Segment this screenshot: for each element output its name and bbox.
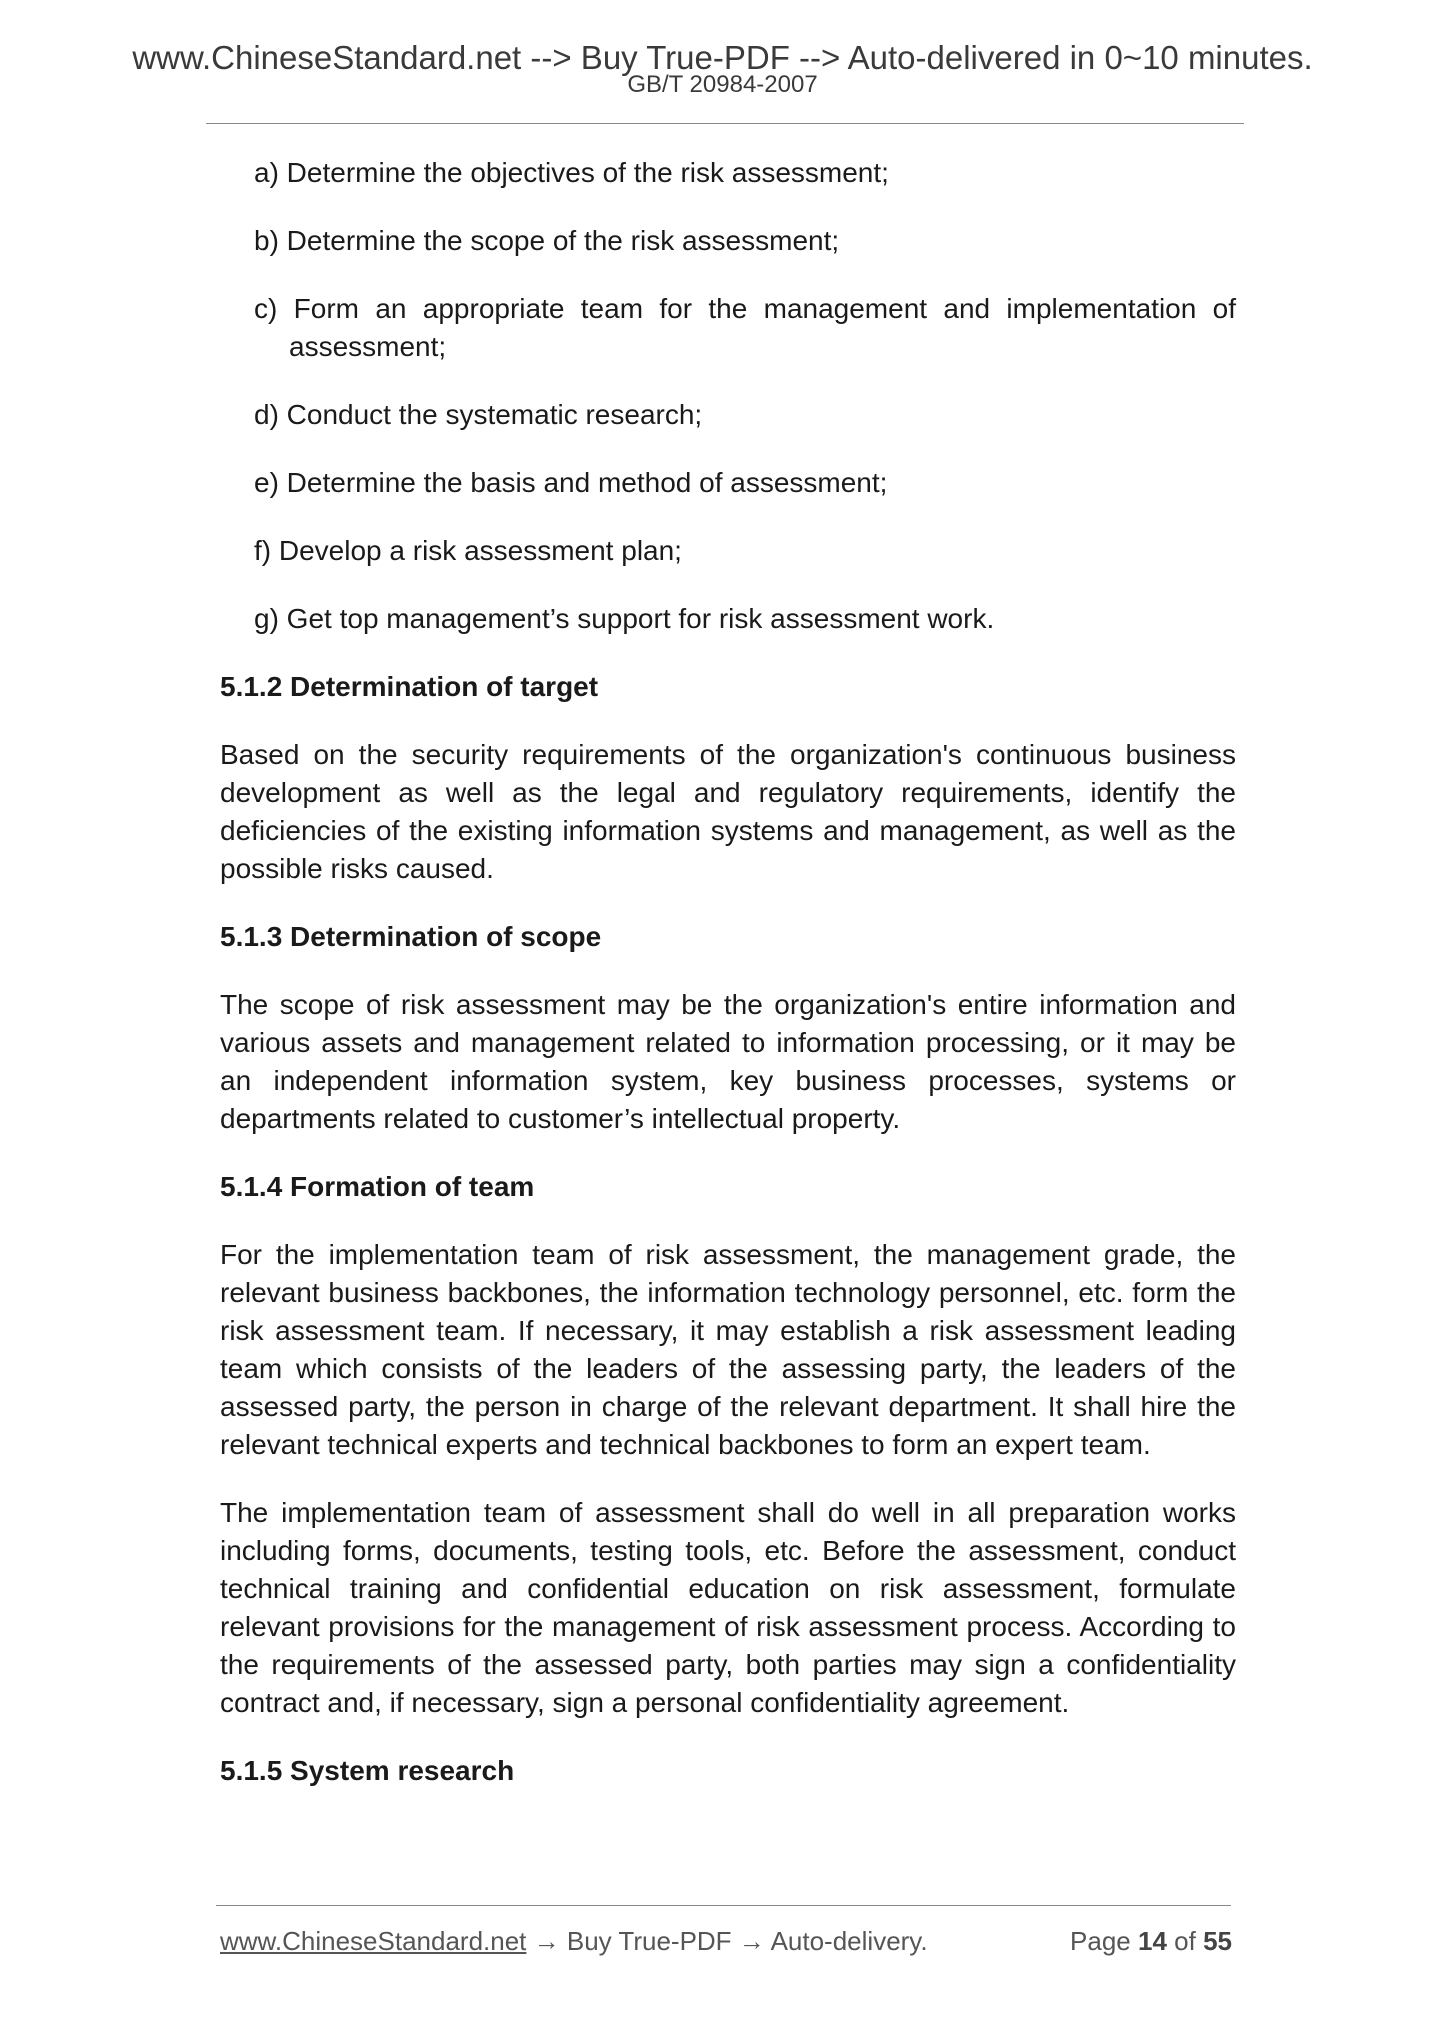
of-label: of: [1174, 1926, 1196, 1956]
section-paragraph-5-1-2: Based on the security requirements of the organization's continuous business development as well as the legal and regulatory requirements, identify the deficiencies of the existing information systems and management, as well as the possible risks caused.: [220, 739, 1236, 884]
footer-promo-text: → Buy True-PDF → Auto-delivery.: [526, 1926, 928, 1956]
section-heading-5-1-5: 5.1.5 System research: [220, 1755, 515, 1786]
list-item: a) Determine the objectives of the risk assessment;: [254, 157, 889, 188]
page-indicator: [1070, 1925, 1232, 1957]
section-paragraph-5-1-4-a: For the implementation team of risk assessment, the management grade, the relevant business backbones, the information technology personnel, etc. form the risk assessment team. If necessary, it may establish a risk assessment leading team which consists of the leaders of the assessing party, the leaders of the assessed party, the person in charge of the relevant department. It shall hire the relevant technical experts and technical backbones to form an expert team.: [220, 1239, 1236, 1460]
footer-promo: [220, 1925, 928, 1957]
preparation-steps-list: [220, 154, 1236, 638]
section-paragraph-5-1-3: The scope of risk assessment may be the organization's entire information and various assets and management related to information processing, or it may be an independent information system, key business processes, systems or departments related to customer’s intellectual property.: [220, 989, 1236, 1134]
section-heading-5-1-3: 5.1.3 Determination of scope: [220, 921, 602, 952]
list-item: g) Get top management’s support for risk assessment work.: [254, 603, 995, 634]
list-item: b) Determine the scope of the risk assessment;: [254, 225, 840, 256]
page-label: Page: [1070, 1926, 1131, 1956]
header-divider: [206, 123, 1244, 124]
header-banner: www.ChineseStandard.net --> Buy True-PDF --> Auto-delivered in 0~10 minutes.: [132, 39, 1313, 76]
footer-divider: [216, 1905, 1231, 1906]
section-heading-5-1-2: 5.1.2 Determination of target: [220, 671, 599, 702]
footer-site-link[interactable]: www.ChineseStandard.net: [220, 1926, 527, 1956]
list-item: f) Develop a risk assessment plan;: [254, 535, 682, 566]
page-total: 55: [1203, 1926, 1232, 1956]
list-item: d) Conduct the systematic research;: [254, 399, 703, 430]
section-heading-5-1-4: 5.1.4 Formation of team: [220, 1171, 535, 1202]
document-code: GB/T 20984-2007: [627, 71, 818, 98]
page-number: 14: [1138, 1926, 1167, 1956]
section-paragraph-5-1-4-b: The implementation team of assessment shall do well in all preparation works including forms, documents, testing tools, etc. Before the assessment, conduct technical training and confidential education on risk assessment, formulate relevant provisions for the management of risk assessment process. According to the requirements of the assessed party, both parties may sign a confidentiality contract and, if necessary, sign a personal confidentiality agreement.: [220, 1497, 1236, 1718]
page-content: [220, 154, 1236, 1820]
list-item: c) Form an appropriate team for the management and implementation of assessment;: [254, 293, 1236, 362]
list-item: e) Determine the basis and method of assessment;: [254, 467, 888, 498]
